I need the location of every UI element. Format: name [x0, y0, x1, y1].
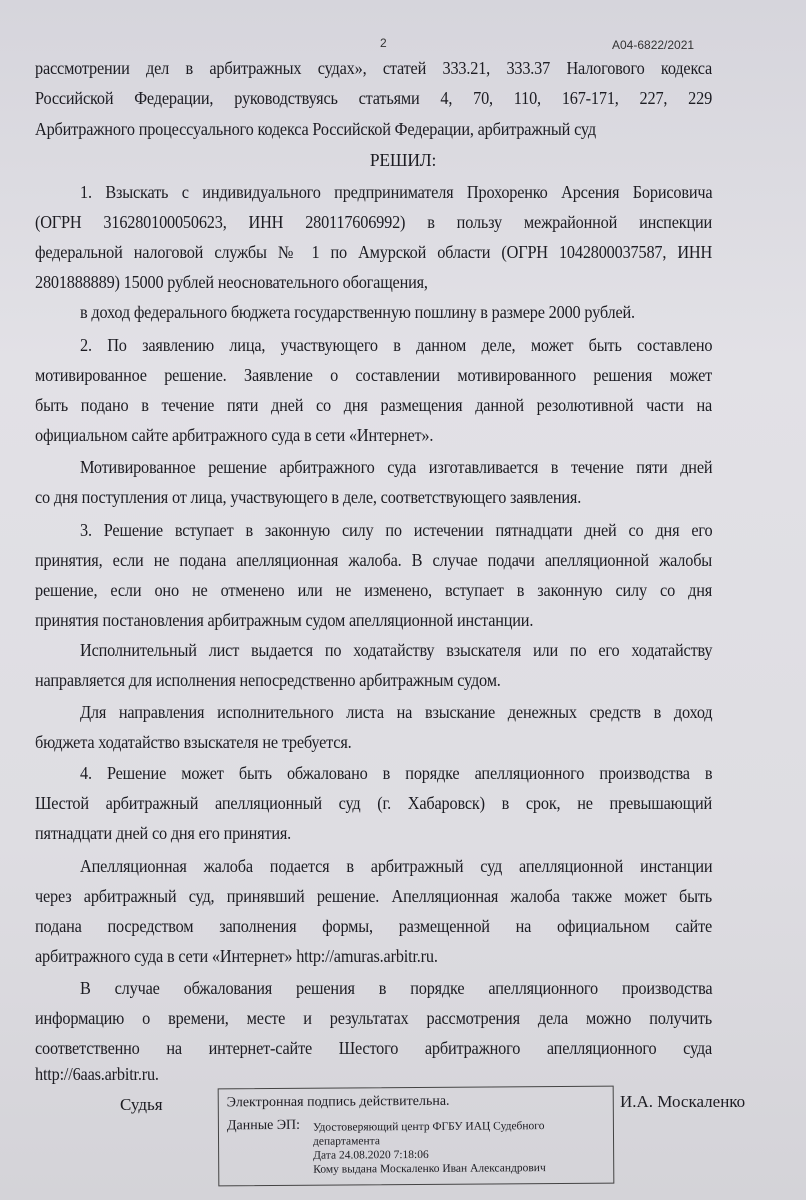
- text-line: принятия постановления арбитражным судом апелляционной инстанции.: [35, 610, 534, 630]
- text-line: Исполнительный лист выдается по ходатайству взыскателя или по его ходатайству: [80, 640, 713, 660]
- text-line: Арбитражного процессуального кодекса Российской Федерации, арбитражный суд: [35, 119, 596, 139]
- text-line: Апелляционная жалоба подается в арбитражный суд апелляционной инстанции: [80, 856, 713, 876]
- text-line: официальном сайте арбитражного суда в сети «Интернет».: [35, 425, 434, 445]
- stamp-data-label: Данные ЭП:: [226, 1117, 301, 1134]
- text-line: федеральной налоговой службы № 1 по Амурской области (ОГРН 1042800037587, ИНН: [35, 242, 713, 262]
- stamp-issuer-cont: департамента: [312, 1135, 380, 1148]
- judge-label: Судья: [120, 1095, 163, 1114]
- page-number: 2: [380, 36, 387, 50]
- text-line: 1. Взыскать с индивидуального предпринимателя Прохоренко Арсения Борисовича: [80, 182, 713, 202]
- text-line: направляется для исполнения непосредственно арбитражным судом.: [35, 670, 501, 690]
- text-line: пятнадцати дней со дня его принятия.: [35, 823, 292, 843]
- text-line: Российской Федерации, руководствуясь статьями 4, 70, 110, 167-171, 227, 229: [35, 88, 713, 108]
- text-line: http://6aas.arbitr.ru.: [35, 1064, 159, 1084]
- text-line: решение, если оно не отменено или не изменено, вступает в законную силу со дня: [35, 580, 713, 600]
- text-line: Для направления исполнительного листа на взыскание денежных средств в доход: [80, 702, 713, 722]
- text-line: В случае обжалования решения в порядке апелляционного производства: [80, 978, 713, 998]
- stamp-owner: Кому выдана Москаленко Иван Александрович: [313, 1162, 546, 1176]
- text-line: 2801888889) 15000 рублей неосновательного обогащения,: [35, 272, 428, 292]
- text-line: со дня поступления от лица, участвующего в деле, соответствующего заявления.: [35, 487, 582, 507]
- decision-heading: РЕШИЛ:: [369, 150, 437, 170]
- text-line: арбитражного суда в сети «Интернет» http://amuras.arbitr.ru.: [35, 946, 438, 966]
- text-line: через арбитражный суд, принявший решение. Апелляционная жалоба также может быть: [35, 886, 713, 906]
- text-line: Шестой арбитражный апелляционный суд (г. Хабаровск) в срок, не превышающий: [35, 793, 713, 813]
- text-line: (ОГРН 316280100050623, ИНН 280117606992) в пользу межрайонной инспекции: [35, 212, 713, 232]
- text-line: принятия, если не подана апелляционная жалоба. В случае подачи апелляционной жалобы: [35, 550, 713, 570]
- text-line: Мотивированное решение арбитражного суда изготавливается в течение пяти дней: [80, 457, 713, 477]
- text-line: быть подано в течение пяти дней со дня размещения данной резолютивной части на: [35, 395, 713, 415]
- judge-name: И.А. Москаленко: [620, 1092, 746, 1111]
- text-line: 2. По заявлению лица, участвующего в данном деле, может быть составлено: [80, 335, 713, 355]
- text-line: мотивированное решение. Заявление о составлении мотивированного решения может: [35, 365, 713, 385]
- text-line: подана посредством заполнения формы, размещенной на официальном сайте: [35, 916, 713, 936]
- text-line: рассмотрении дел в арбитражных судах», статей 333.21, 333.37 Налогового кодекса: [35, 58, 713, 78]
- text-line: 4. Решение может быть обжаловано в порядке апелляционного производства в: [80, 763, 713, 783]
- case-number: А04-6822/2021: [612, 38, 695, 52]
- text-line: информацию о времени, месте и результатах рассмотрения дела можно получить: [35, 1008, 713, 1028]
- stamp-date: Дата 24.08.2020 7:18:06: [313, 1148, 429, 1162]
- electronic-signature-stamp: [218, 1086, 615, 1187]
- stamp-issuer: Удостоверяющий центр ФГБУ ИАЦ Судебного: [312, 1120, 545, 1134]
- text-line: соответственно на интернет-сайте Шестого арбитражного апелляционного суда: [35, 1038, 713, 1058]
- stamp-title: Электронная подпись действительна.: [226, 1093, 450, 1111]
- text-line: в доход федерального бюджета государственную пошлину в размере 2000 рублей.: [80, 302, 635, 322]
- text-line: 3. Решение вступает в законную силу по истечении пятнадцати дней со дня его: [80, 520, 713, 540]
- text-line: бюджета ходатайство взыскателя не требуется.: [35, 732, 352, 752]
